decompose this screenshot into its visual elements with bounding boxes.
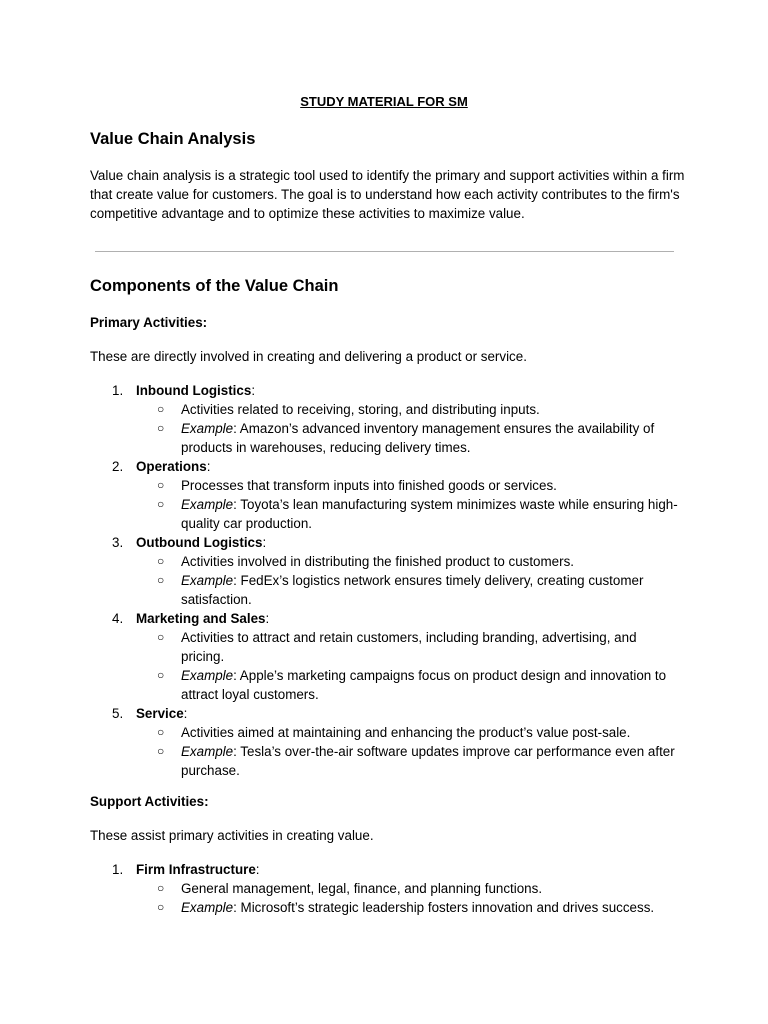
list-item-title xyxy=(136,609,269,628)
example-label: Example xyxy=(181,744,234,759)
horizontal-divider xyxy=(95,251,674,252)
hollow-bullet-icon: ○ xyxy=(157,402,165,416)
list-number: 4. xyxy=(112,611,124,626)
sub-bullet-text xyxy=(181,400,681,419)
sub-bullet-text xyxy=(181,552,681,571)
list-item-suffix: : xyxy=(265,611,270,626)
list-item-header xyxy=(0,381,768,400)
sub-bullet-content: : Microsoft’s strategic leadership fosters innovation and drives success. xyxy=(233,900,655,915)
list-item-suffix: : xyxy=(251,383,256,398)
sub-bullet-item xyxy=(0,419,768,457)
list-item-title xyxy=(136,533,266,552)
sub-bullet-item xyxy=(0,898,768,917)
hollow-bullet-icon: ○ xyxy=(157,630,165,644)
list-item-name: Firm Infrastructure xyxy=(136,862,256,877)
list-item-header xyxy=(0,609,768,628)
primary-activities-list xyxy=(0,381,768,780)
list-item-name: Inbound Logistics xyxy=(136,383,252,398)
sub-bullet-item xyxy=(0,552,768,571)
document-title: STUDY MATERIAL FOR SM xyxy=(300,94,468,109)
primary-activities-description: These are directly involved in creating and delivering a product or service. xyxy=(90,349,527,364)
list-item xyxy=(0,609,768,704)
sub-bullet-item xyxy=(0,628,768,666)
list-item-header xyxy=(0,704,768,723)
hollow-bullet-icon: ○ xyxy=(157,554,165,568)
list-item xyxy=(0,457,768,533)
hollow-bullet-icon: ○ xyxy=(157,668,165,682)
support-activities-label: Support Activities: xyxy=(90,794,209,809)
sub-bullet-text xyxy=(181,879,681,898)
sub-bullet-item xyxy=(0,723,768,742)
hollow-bullet-icon: ○ xyxy=(157,573,165,587)
list-item-title xyxy=(136,457,210,476)
list-item-header xyxy=(0,860,768,879)
sub-bullet-item xyxy=(0,666,768,704)
sub-bullet-item xyxy=(0,571,768,609)
sub-bullet-item xyxy=(0,495,768,533)
list-item xyxy=(0,381,768,457)
hollow-bullet-icon: ○ xyxy=(157,744,165,758)
sub-bullet-content: : Apple’s marketing campaigns focus on product design and innovation to attract loyal customers. xyxy=(181,668,667,702)
list-item-name: Service xyxy=(136,706,184,721)
hollow-bullet-icon: ○ xyxy=(157,881,165,895)
list-item-name: Marketing and Sales xyxy=(136,611,266,626)
list-item-suffix: : xyxy=(206,459,211,474)
list-item-title xyxy=(136,704,187,723)
list-item-header xyxy=(0,457,768,476)
sub-bullet-content: : Amazon’s advanced inventory management ensures the availability of products in warehouses, reducing delivery times. xyxy=(181,421,655,455)
support-activities-list xyxy=(0,860,768,917)
sub-bullet-text xyxy=(181,742,681,780)
example-label: Example xyxy=(181,421,234,436)
list-number: 3. xyxy=(112,535,124,550)
sub-bullet-content: : Toyota’s lean manufacturing system minimizes waste while ensuring high-quality car production. xyxy=(181,497,678,531)
list-item-name: Outbound Logistics xyxy=(136,535,263,550)
sub-bullet-item xyxy=(0,476,768,495)
list-item-header xyxy=(0,533,768,552)
list-item xyxy=(0,533,768,609)
sub-bullet-text xyxy=(181,419,681,457)
list-item xyxy=(0,860,768,917)
sub-bullet-content: General management, legal, finance, and planning functions. xyxy=(181,881,543,896)
hollow-bullet-icon: ○ xyxy=(157,725,165,739)
sub-bullet-text xyxy=(181,476,681,495)
example-label: Example xyxy=(181,573,234,588)
list-item-name: Operations xyxy=(136,459,207,474)
sub-bullet-content: : Tesla’s over-the-air software updates improve car performance even after purchase. xyxy=(181,744,675,778)
list-number: 1. xyxy=(112,383,124,398)
example-label: Example xyxy=(181,497,234,512)
sub-bullet-item xyxy=(0,879,768,898)
sub-bullet-text xyxy=(181,495,681,533)
heading-components: Components of the Value Chain xyxy=(90,277,339,295)
hollow-bullet-icon: ○ xyxy=(157,900,165,914)
hollow-bullet-icon: ○ xyxy=(157,478,165,492)
sub-bullet-item xyxy=(0,400,768,419)
list-item-suffix: : xyxy=(262,535,267,550)
list-number: 2. xyxy=(112,459,124,474)
support-activities-description: These assist primary activities in creating value. xyxy=(90,828,374,843)
sub-bullet-content: Activities to attract and retain customers, including branding, advertising, and pricing. xyxy=(181,630,637,664)
sub-bullet-text xyxy=(181,571,681,609)
sub-bullet-content: Processes that transform inputs into finished goods or services. xyxy=(181,478,557,493)
example-label: Example xyxy=(181,900,234,915)
sub-bullet-content: Activities involved in distributing the finished product to customers. xyxy=(181,554,574,569)
sub-bullet-item xyxy=(0,742,768,780)
primary-activities-label: Primary Activities: xyxy=(90,315,208,330)
list-item-suffix: : xyxy=(255,862,260,877)
list-item-title xyxy=(136,860,260,879)
list-item xyxy=(0,704,768,780)
sub-bullet-content: : FedEx’s logistics network ensures timely delivery, creating customer satisfaction. xyxy=(181,573,644,607)
example-label: Example xyxy=(181,668,234,683)
sub-bullet-text xyxy=(181,666,681,704)
hollow-bullet-icon: ○ xyxy=(157,497,165,511)
list-item-suffix: : xyxy=(183,706,188,721)
heading-value-chain-analysis: Value Chain Analysis xyxy=(90,130,256,148)
list-number: 5. xyxy=(112,706,124,721)
sub-bullet-text xyxy=(181,898,681,917)
list-number: 1. xyxy=(112,862,124,877)
sub-bullet-text xyxy=(181,723,681,742)
sub-bullet-content: Activities related to receiving, storing, and distributing inputs. xyxy=(181,402,540,417)
sub-bullet-content: Activities aimed at maintaining and enhancing the product’s value post-sale. xyxy=(181,725,631,740)
intro-paragraph: Value chain analysis is a strategic tool used to identify the primary and support activities within a firm that create value for customers. The goal is to understand how each activity contributes to the firm's competitive advantage and to optimize these activities to maximize value. xyxy=(90,168,685,221)
list-item-title xyxy=(136,381,255,400)
sub-bullet-text xyxy=(181,628,681,666)
hollow-bullet-icon: ○ xyxy=(157,421,165,435)
